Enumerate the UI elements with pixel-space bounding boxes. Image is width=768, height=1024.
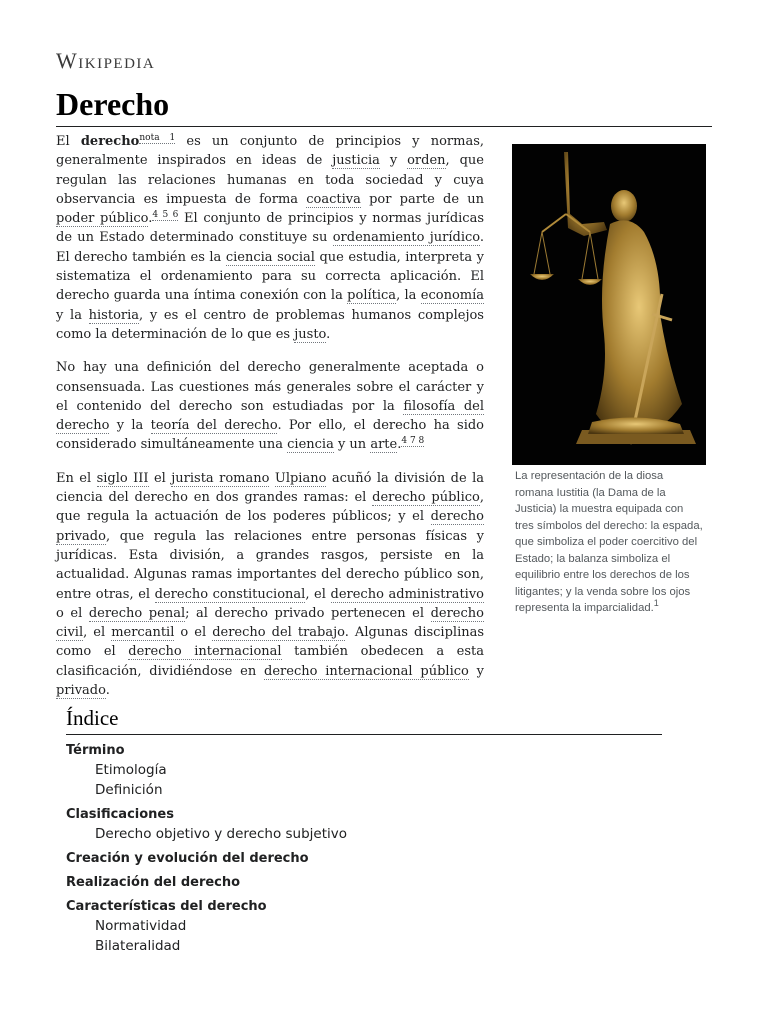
toc-section[interactable]: Realización del derecho bbox=[66, 875, 241, 890]
article-link[interactable]: derecho civil bbox=[56, 605, 484, 641]
paragraph bbox=[56, 469, 484, 701]
figure bbox=[512, 144, 707, 617]
text-run: , la bbox=[396, 288, 421, 304]
text-run: No hay una definición del derecho generalmente aceptada o consensuada. Las cuestiones más generales sobre el carácter y el contenido del derecho son estudiadas por la bbox=[56, 360, 484, 414]
text-run: . Por ello, el derecho ha sido considerado simultáneamente una bbox=[56, 418, 485, 453]
text-run: , que regulan las relaciones humanas en toda sociedad y cuya observancia es impuesta de forma bbox=[56, 153, 484, 207]
text-run: y la bbox=[56, 307, 89, 323]
text-run: . bbox=[326, 326, 331, 342]
reference-superscript[interactable]: 4 7 8 bbox=[401, 436, 425, 447]
article-link[interactable]: derecho constitucional bbox=[154, 586, 306, 602]
caption-reference[interactable]: 1 bbox=[653, 598, 659, 609]
table-of-contents bbox=[66, 704, 662, 956]
article-link[interactable]: derecho penal bbox=[88, 605, 186, 621]
text-run: o el bbox=[174, 625, 213, 641]
article-link[interactable]: justicia bbox=[332, 153, 380, 169]
article-link[interactable]: historia bbox=[88, 307, 140, 323]
text-run: . bbox=[148, 211, 153, 227]
article-link[interactable]: poder público bbox=[56, 211, 149, 227]
figure-caption: La representación de la diosa romana Iustitia (la Dama de la Justicia) la muestra equipada con tres símbolos del derecho: la espada, que simboliza el poder coercitivo del Estado; la balanza simboliza el equilibrio entre los derechos de los litigantes; y la venda sobre los ojos representa la imparcialidad.$^1$ bbox=[515, 470, 703, 614]
article-link[interactable]: economía bbox=[420, 288, 485, 304]
text-run: El conjunto de principios y normas jurídicas de un Estado determinado constituye su bbox=[56, 211, 484, 246]
toc-list bbox=[66, 741, 662, 956]
article-link[interactable]: Ulpiano bbox=[274, 470, 327, 486]
article-link[interactable]: derecho internacional público bbox=[264, 663, 469, 679]
text-run: es un conjunto de principios y normas, generalmente inspirados en ideas de bbox=[56, 134, 484, 169]
article-link[interactable]: mercantil bbox=[111, 625, 175, 641]
text-run: , el bbox=[83, 625, 112, 641]
lady-justice-statue-image[interactable] bbox=[512, 144, 706, 465]
article-link[interactable]: derecho del trabajo bbox=[212, 625, 345, 641]
article-link[interactable]: derecho administrativo bbox=[330, 586, 484, 602]
text-run: . El derecho también es la bbox=[56, 230, 485, 265]
reference-superscript[interactable]: nota 1 bbox=[139, 132, 176, 143]
toc-title: Índice bbox=[66, 704, 662, 735]
paragraph bbox=[56, 132, 484, 344]
paragraph bbox=[56, 358, 484, 454]
text-run: , el bbox=[305, 586, 331, 602]
toc-subsection[interactable]: Bilateralidad bbox=[95, 938, 181, 954]
bold-term: derecho bbox=[80, 134, 140, 149]
toc-subsection[interactable]: Etimología bbox=[95, 762, 167, 778]
text-run: , y es el centro de problemas humanos complejos como la determinación de lo que es bbox=[56, 307, 484, 342]
toc-section[interactable]: Características del derecho bbox=[66, 899, 267, 914]
article-link[interactable]: derecho privado bbox=[56, 509, 484, 544]
text-run: acuñó la división de la ciencia del derecho en dos grandes ramas: el bbox=[56, 470, 484, 506]
text-run: El bbox=[56, 134, 81, 149]
article-link[interactable]: privado bbox=[56, 683, 106, 699]
text-run: o el bbox=[56, 605, 89, 621]
article-link[interactable]: filosofía del derecho bbox=[56, 398, 485, 434]
article-body bbox=[56, 132, 484, 714]
toc-subsection[interactable]: Normatividad bbox=[95, 918, 187, 934]
text-run: y bbox=[468, 663, 484, 679]
text-run: por parte de un bbox=[360, 191, 485, 207]
toc-subsection[interactable]: Derecho objetivo y derecho subjetivo bbox=[95, 826, 348, 842]
reference-superscript[interactable]: 4 5 6 bbox=[152, 209, 179, 220]
article-link[interactable]: teoría del derecho bbox=[150, 418, 278, 434]
article-link[interactable]: jurista romano bbox=[171, 470, 270, 486]
article-link[interactable]: justo bbox=[294, 326, 327, 342]
toc-section[interactable]: Término bbox=[66, 743, 125, 758]
article-link[interactable]: derecho público bbox=[372, 490, 480, 506]
text-run: también obedecen a esta clasificación, dividiéndose en bbox=[56, 644, 484, 679]
text-run: , que regula las relaciones entre personas físicas y jurídicas. Esta división, a grandes rasgos, persiste en la actualidad. Algunas ramas importantes del derecho público son, entre otras, el bbox=[56, 528, 484, 602]
page-title: Derecho bbox=[56, 84, 712, 127]
text-run: y bbox=[379, 153, 408, 169]
article-link[interactable]: siglo III bbox=[96, 470, 149, 486]
toc-section[interactable]: Clasificaciones bbox=[66, 807, 174, 822]
article-link[interactable]: política bbox=[347, 288, 397, 304]
text-run: y un bbox=[333, 437, 371, 453]
toc-section[interactable]: Creación y evolución del derecho bbox=[66, 851, 309, 866]
text-run: . bbox=[105, 683, 110, 699]
text-run: . bbox=[397, 437, 402, 453]
article-link[interactable]: ordenamiento jurídico bbox=[332, 230, 480, 246]
article-link[interactable]: ciencia bbox=[287, 437, 334, 453]
article-link[interactable]: orden bbox=[407, 153, 446, 169]
text-run: . Algunas disciplinas como el bbox=[56, 625, 485, 660]
article-link[interactable]: coactiva bbox=[306, 191, 361, 207]
text-run: En el bbox=[56, 470, 97, 486]
text-run: el bbox=[148, 470, 172, 486]
text-run: que estudia, interpreta y sistematiza el ordenamiento para su correcta aplicación. El derecho guarda una íntima conexión con la bbox=[56, 249, 485, 304]
article-link[interactable]: ciencia social bbox=[225, 249, 315, 265]
text-run: y la bbox=[109, 418, 151, 434]
article-link[interactable]: derecho internacional bbox=[128, 644, 282, 660]
text-run: , que regula la actuación de los poderes públicos; y el bbox=[56, 490, 484, 525]
wikipedia-logo[interactable]: Wikipedia bbox=[56, 48, 156, 73]
toc-subsection[interactable]: Definición bbox=[95, 782, 163, 798]
article-link[interactable]: arte bbox=[370, 437, 398, 453]
text-run: ; al derecho privado pertenecen el bbox=[185, 605, 431, 621]
